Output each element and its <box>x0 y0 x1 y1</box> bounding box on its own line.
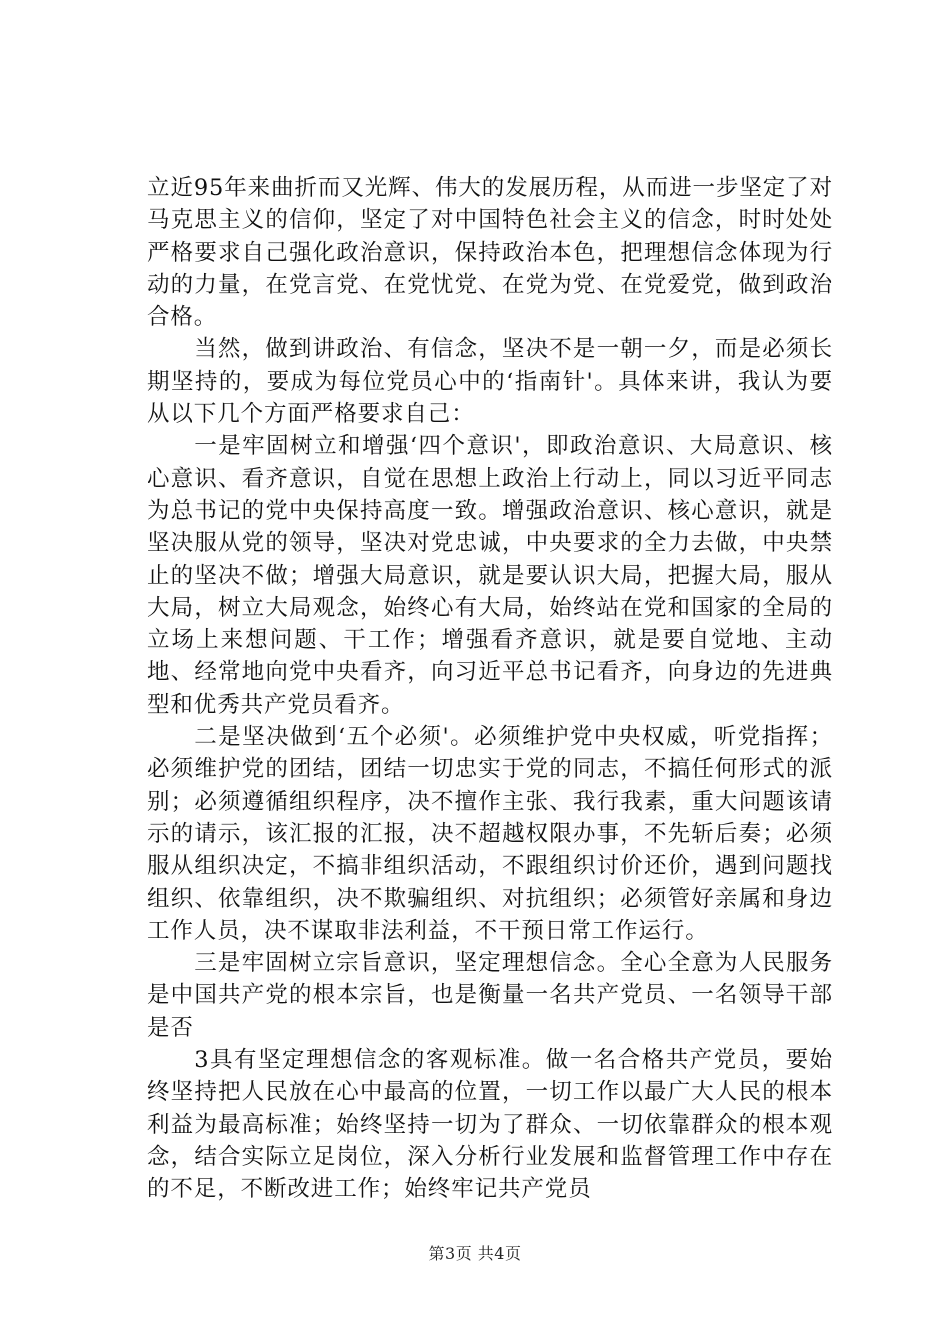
paragraph-point-one: 一是牢固树立和增强‘四个意识'，即政治意识、大局意识、核心意识、看齐意识，自觉在思想上政治上行动上，同以习近平同志为总书记的党中央保持高度一致。增强政治意识、核心意识，就是坚决服从党的领导，坚决对党忠诚，中央要求的全力去做，中央禁止的坚决不做；增强大局意识，就是要认识大局，把握大局，服从大局，树立大局观念，始终心有大局，始终站在党和国家的全局的立场上来想问题、干工作；增强看齐意识，就是要自觉地、主动地、经常地向党中央看齐，向习近平总书记看齐，向身边的先进典型和优秀共产党员看齐。 <box>147 433 833 718</box>
page-footer: 第3页 共4页 <box>428 1244 522 1263</box>
document-body <box>147 172 833 1206</box>
paragraph-intro: 当然，做到讲政治、有信念，坚决不是一朝一夕，而是必须长期坚持的，要成为每位党员心中的‘指南针'。具体来讲，我认为要从以下几个方面严格要求自己： <box>147 336 833 428</box>
paragraph-point-two: 二是坚决做到‘五个必须'。必须维护党中央权威，听党指挥；必须维护党的团结，团结一切忠实于党的同志，不搞任何形式的派别；必须遵循组织程序，决不擅作主张、我行我素，重大问题该请示的请示，该汇报的汇报，决不超越权限办事，不先斩后奏；必须服从组织决定，不搞非组织活动，不跟组织讨价还价，遇到问题找组织、依靠组织，决不欺骗组织、对抗组织；必须管好亲属和身边工作人员，决不谋取非法利益，不干预日常工作运行。 <box>147 724 833 944</box>
paragraph-point-three: 三是牢固树立宗旨意识，坚定理想信念。全心全意为人民服务是中国共产党的根本宗旨，也是衡量一名共产党员、一名领导干部是否 <box>147 950 833 1041</box>
paragraph-continuation: 立近95年来曲折而又光辉、伟大的发展历程，从而进一步坚定了对马克思主义的信仰，坚定了对中国特色社会主义的信念，时时处处严格要求自己强化政治意识，保持政治本色，把理想信念体现为行动的力量，在党言党、在党忧党、在党为党、在党爱党，做到政治合格。 <box>147 175 833 331</box>
paragraph-point-three-cont: 3具有坚定理想信念的客观标准。做一名合格共产党员，要始终坚持把人民放在心中最高的位置，一切工作以最广大人民的根本利益为最高标准；始终坚持一切为了群众、一切依靠群众的根本观念，结合实际立足岗位，深入分析行业发展和监督管理工作中存在的不足，不断改进工作；始终牢记共产党员 <box>147 1047 833 1203</box>
